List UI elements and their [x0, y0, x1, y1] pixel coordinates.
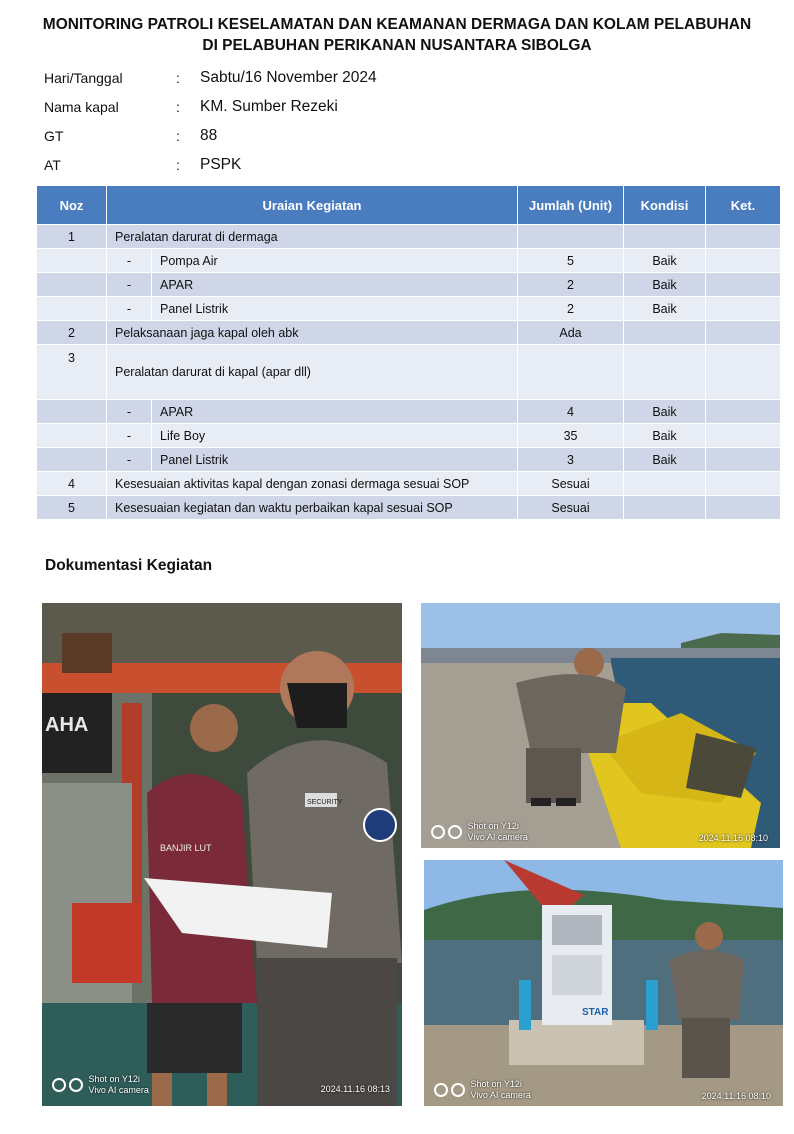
cell-qty: 4 — [518, 400, 624, 424]
camera-icon — [434, 1083, 448, 1097]
cell-qty — [518, 345, 624, 400]
photo-dock-image — [421, 603, 780, 848]
cell-ket — [706, 424, 781, 448]
header-no: Noz — [37, 186, 107, 225]
cell-cond — [624, 472, 706, 496]
cell-qty: 2 — [518, 297, 624, 321]
camera-icon — [451, 1083, 465, 1097]
cell-dash: - — [107, 424, 152, 448]
svg-text:AHA: AHA — [45, 714, 89, 736]
camera-watermark: Shot on Y12i Vivo AI camera — [52, 1074, 149, 1096]
header-description: Uraian Kegiatan — [107, 186, 518, 225]
table-row — [37, 424, 781, 448]
cell-cond — [624, 321, 706, 345]
photo-engine-room-image — [42, 603, 402, 1106]
cell-dash: - — [107, 448, 152, 472]
cell-item: Peralatan darurat di kapal (apar dll) — [107, 345, 518, 400]
cell-no — [37, 448, 107, 472]
table-row — [37, 345, 781, 400]
cell-item: Peralatan darurat di dermaga — [107, 225, 518, 249]
info-colon: : — [176, 128, 180, 144]
cell-cond: Baik — [624, 249, 706, 273]
table-row — [37, 472, 781, 496]
header-quantity: Jumlah (Unit) — [518, 186, 624, 225]
info-value: 88 — [200, 127, 218, 144]
svg-text:BANJIR LUT: BANJIR LUT — [160, 843, 212, 853]
table-row — [37, 249, 781, 273]
cell-no: 5 — [37, 496, 107, 520]
cell-no: 4 — [37, 472, 107, 496]
cell-item: Panel Listrik — [152, 297, 518, 321]
camera-icon — [69, 1078, 83, 1092]
photo-dock-inspection — [421, 603, 780, 848]
cell-ket — [706, 448, 781, 472]
info-label: GT — [44, 128, 64, 144]
cell-ket — [706, 472, 781, 496]
cell-item: Panel Listrik — [152, 448, 518, 472]
cell-item: Kesesuaian aktivitas kapal dengan zonasi dermaga sesuai SOP — [107, 472, 518, 496]
cell-item: Life Boy — [152, 424, 518, 448]
camera-icon — [52, 1078, 66, 1092]
table-header-row — [37, 186, 781, 225]
cell-no: 2 — [37, 321, 107, 345]
info-value: Sabtu/16 November 2024 — [200, 69, 377, 86]
camera-icon — [448, 825, 462, 839]
photo-engine-room — [42, 603, 402, 1106]
table-row — [37, 273, 781, 297]
cell-item: Pelaksanaan jaga kapal oleh abk — [107, 321, 518, 345]
header-notes: Ket. — [706, 186, 781, 225]
photo-power-kiosk — [424, 860, 783, 1106]
svg-text:STAR: STAR — [582, 1007, 609, 1018]
cell-ket — [706, 297, 781, 321]
camera-watermark: Shot on Y12i Vivo AI camera — [431, 821, 528, 843]
cell-cond: Baik — [624, 448, 706, 472]
cell-ket — [706, 400, 781, 424]
info-label: Hari/Tanggal — [44, 70, 123, 86]
table-row — [37, 448, 781, 472]
table-row — [37, 225, 781, 249]
title-line-2: DI PELABUHAN PERIKANAN NUSANTARA SIBOLGA — [202, 37, 592, 54]
cell-cond — [624, 496, 706, 520]
cell-dash: - — [107, 273, 152, 297]
cell-no — [37, 273, 107, 297]
info-colon: : — [176, 157, 180, 173]
cell-item: APAR — [152, 273, 518, 297]
cell-item: Pompa Air — [152, 249, 518, 273]
cell-no: 3 — [37, 345, 107, 400]
cell-qty: Ada — [518, 321, 624, 345]
header-condition: Kondisi — [624, 186, 706, 225]
info-label: AT — [44, 157, 61, 173]
cell-ket — [706, 249, 781, 273]
cell-qty: 5 — [518, 249, 624, 273]
info-colon: : — [176, 70, 180, 86]
photo-kiosk-image — [424, 860, 783, 1106]
table-row — [37, 297, 781, 321]
info-value: PSPK — [200, 156, 242, 173]
cell-cond — [624, 345, 706, 400]
svg-text:SECURITY: SECURITY — [307, 799, 343, 806]
cell-no — [37, 400, 107, 424]
cell-qty: 2 — [518, 273, 624, 297]
table-row — [37, 321, 781, 345]
cell-no — [37, 424, 107, 448]
camera-icon — [431, 825, 445, 839]
camera-watermark: Shot on Y12i Vivo AI camera — [434, 1079, 531, 1101]
cell-qty — [518, 225, 624, 249]
document-title — [20, 14, 774, 56]
table-row — [37, 400, 781, 424]
cell-cond: Baik — [624, 400, 706, 424]
cell-cond: Baik — [624, 273, 706, 297]
cell-item: Kesesuaian kegiatan dan waktu perbaikan kapal sesuai SOP — [107, 496, 518, 520]
cell-dash: - — [107, 249, 152, 273]
photo-timestamp: 2024.11.16 08:13 — [320, 1084, 390, 1094]
cell-ket — [706, 345, 781, 400]
cell-ket — [706, 273, 781, 297]
cell-dash: - — [107, 400, 152, 424]
cell-qty: Sesuai — [518, 496, 624, 520]
table-row — [37, 496, 781, 520]
cell-qty: Sesuai — [518, 472, 624, 496]
info-label: Nama kapal — [44, 99, 119, 115]
cell-dash: - — [107, 297, 152, 321]
cell-no: 1 — [37, 225, 107, 249]
cell-no — [37, 297, 107, 321]
info-colon: : — [176, 99, 180, 115]
cell-cond — [624, 225, 706, 249]
cell-ket — [706, 496, 781, 520]
title-line-1: MONITORING PATROLI KESELAMATAN DAN KEAMANAN DERMAGA DAN KOLAM PELABUHAN — [42, 16, 752, 33]
cell-qty: 35 — [518, 424, 624, 448]
cell-qty: 3 — [518, 448, 624, 472]
cell-item: APAR — [152, 400, 518, 424]
cell-no — [37, 249, 107, 273]
cell-ket — [706, 321, 781, 345]
photo-timestamp: 2024.11.16 08:10 — [701, 1091, 771, 1101]
cell-cond: Baik — [624, 297, 706, 321]
cell-ket — [706, 225, 781, 249]
photo-timestamp: 2024.11.16 08:10 — [698, 833, 768, 843]
info-value: KM. Sumber Rezeki — [200, 98, 338, 115]
section-title: Dokumentasi Kegiatan — [45, 557, 213, 574]
activity-table — [36, 185, 781, 520]
cell-cond: Baik — [624, 424, 706, 448]
